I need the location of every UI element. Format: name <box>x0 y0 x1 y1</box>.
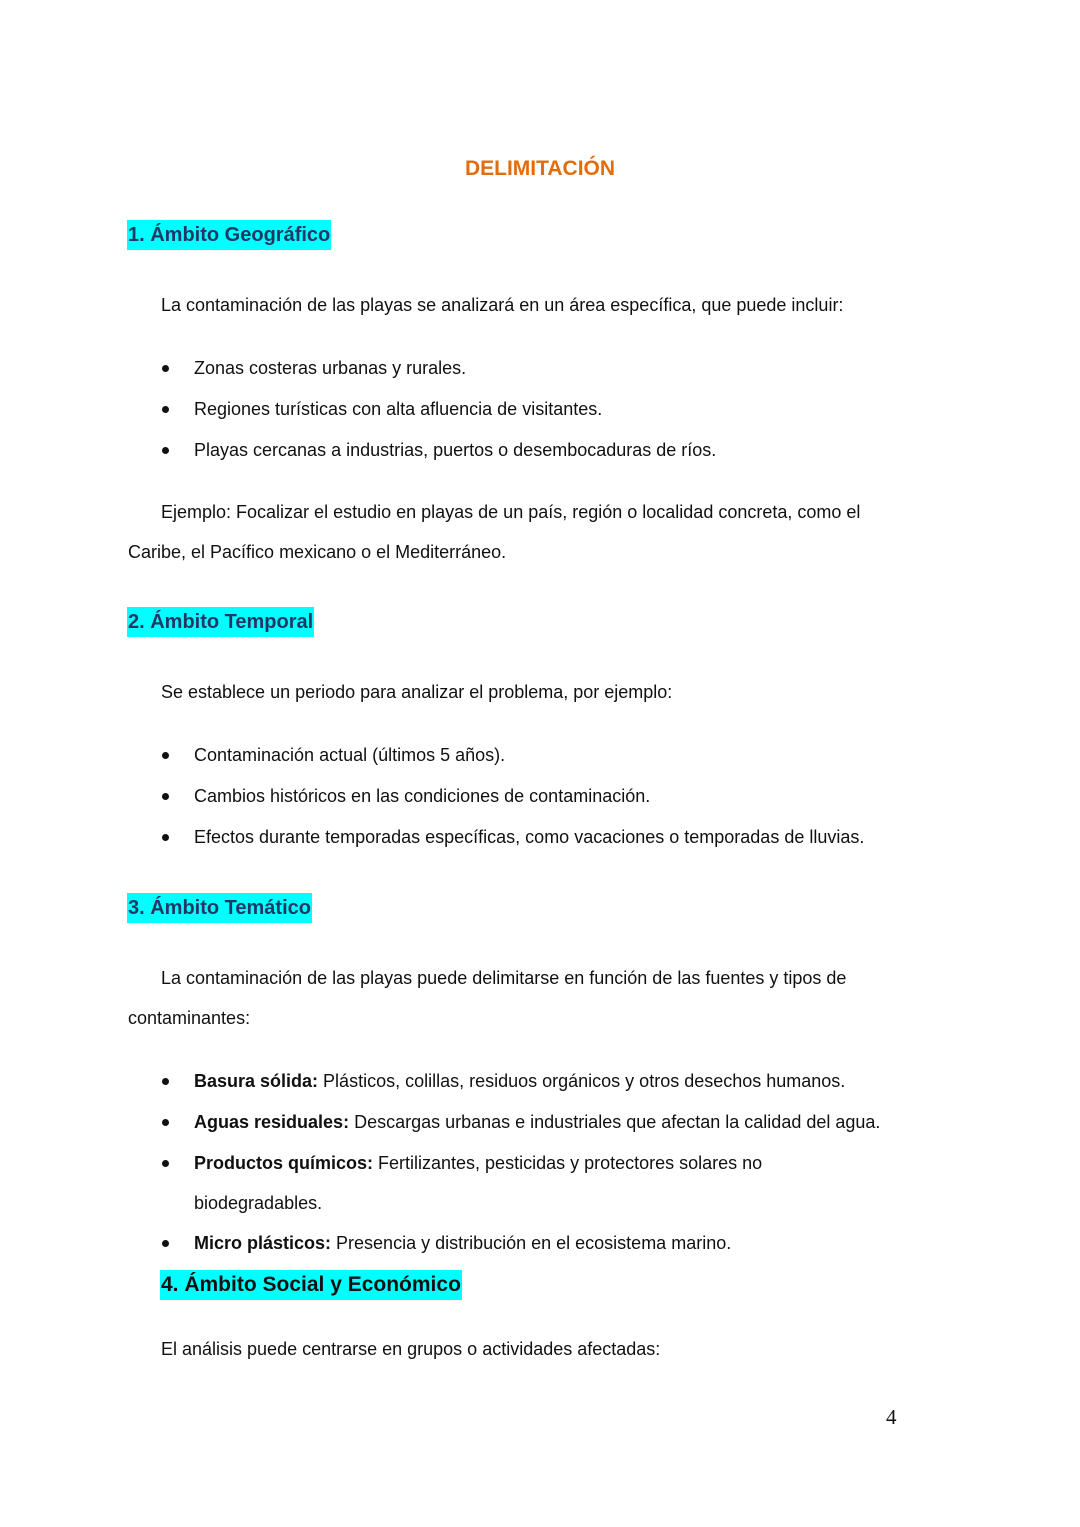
list-item-text: Cambios históricos en las condiciones de contaminación. <box>194 786 651 806</box>
paragraph: La contaminación de las playas se analizará en un área específica, que puede incluir: <box>161 295 844 315</box>
list-item-term: Aguas residuales: <box>194 1112 350 1132</box>
bullet-icon <box>162 793 169 800</box>
bullet-icon <box>162 1078 169 1085</box>
paragraph: La contaminación de las playas puede delimitarse en función de las fuentes y tipos de <box>161 968 847 988</box>
list-item-text: Playas cercanas a industrias, puertos o desembocaduras de ríos. <box>194 440 717 460</box>
list-item-term: Micro plásticos: <box>194 1233 332 1253</box>
list-item <box>194 826 864 848</box>
list-item-text: Efectos durante temporadas específicas, como vacaciones o temporadas de lluvias. <box>194 827 865 847</box>
list-item <box>194 785 650 807</box>
section-heading-thematic: 3. Ámbito Temático <box>127 893 312 923</box>
page-title: DELIMITACIÓN <box>464 157 616 180</box>
list-item-text: Descargas urbanas e industriales que afectan la calidad del agua. <box>349 1112 881 1132</box>
bullet-icon <box>162 1240 169 1247</box>
list-item-text: Plásticos, colillas, residuos orgánicos y otros desechos humanos. <box>318 1071 846 1091</box>
list-item <box>194 439 716 461</box>
list-item-term: Basura sólida: <box>194 1071 319 1091</box>
bullet-icon <box>162 365 169 372</box>
page-number: 4 <box>886 1405 897 1429</box>
list-item-text: Regiones turísticas con alta afluencia de visitantes. <box>194 399 603 419</box>
paragraph: contaminantes: <box>128 1008 251 1028</box>
list-item <box>194 1070 845 1092</box>
section-heading-social-economic: 4. Ámbito Social y Económico <box>160 1270 462 1300</box>
bullet-icon <box>162 406 169 413</box>
list-item-text: Contaminación actual (últimos 5 años). <box>194 745 506 765</box>
paragraph: El análisis puede centrarse en grupos o actividades afectadas: <box>161 1339 661 1359</box>
paragraph: Caribe, el Pacífico mexicano o el Mediterráneo. <box>128 542 507 562</box>
list-item <box>194 1152 762 1174</box>
paragraph: Ejemplo: Focalizar el estudio en playas de un país, región o localidad concreta, como el <box>161 502 861 522</box>
section-heading-temporal: 2. Ámbito Temporal <box>127 607 314 637</box>
bullet-icon <box>162 1160 169 1167</box>
bullet-icon <box>162 752 169 759</box>
list-item-text: Fertilizantes, pesticidas y protectores solares no <box>373 1153 763 1173</box>
bullet-icon <box>162 1119 169 1126</box>
list-item-text: Zonas costeras urbanas y rurales. <box>194 358 467 378</box>
list-item-continuation: biodegradables. <box>194 1193 323 1213</box>
list-item-text: Presencia y distribución en el ecosistema marino. <box>331 1233 732 1253</box>
paragraph: Se establece un periodo para analizar el problema, por ejemplo: <box>161 682 673 702</box>
list-item <box>194 1111 880 1133</box>
list-item <box>194 398 602 420</box>
list-item-term: Productos químicos: <box>194 1153 374 1173</box>
bullet-icon <box>162 447 169 454</box>
section-heading-geographic: 1. Ámbito Geográfico <box>127 220 331 250</box>
list-item <box>194 744 505 766</box>
list-item <box>194 357 466 379</box>
list-item <box>194 1232 731 1254</box>
bullet-icon <box>162 834 169 841</box>
